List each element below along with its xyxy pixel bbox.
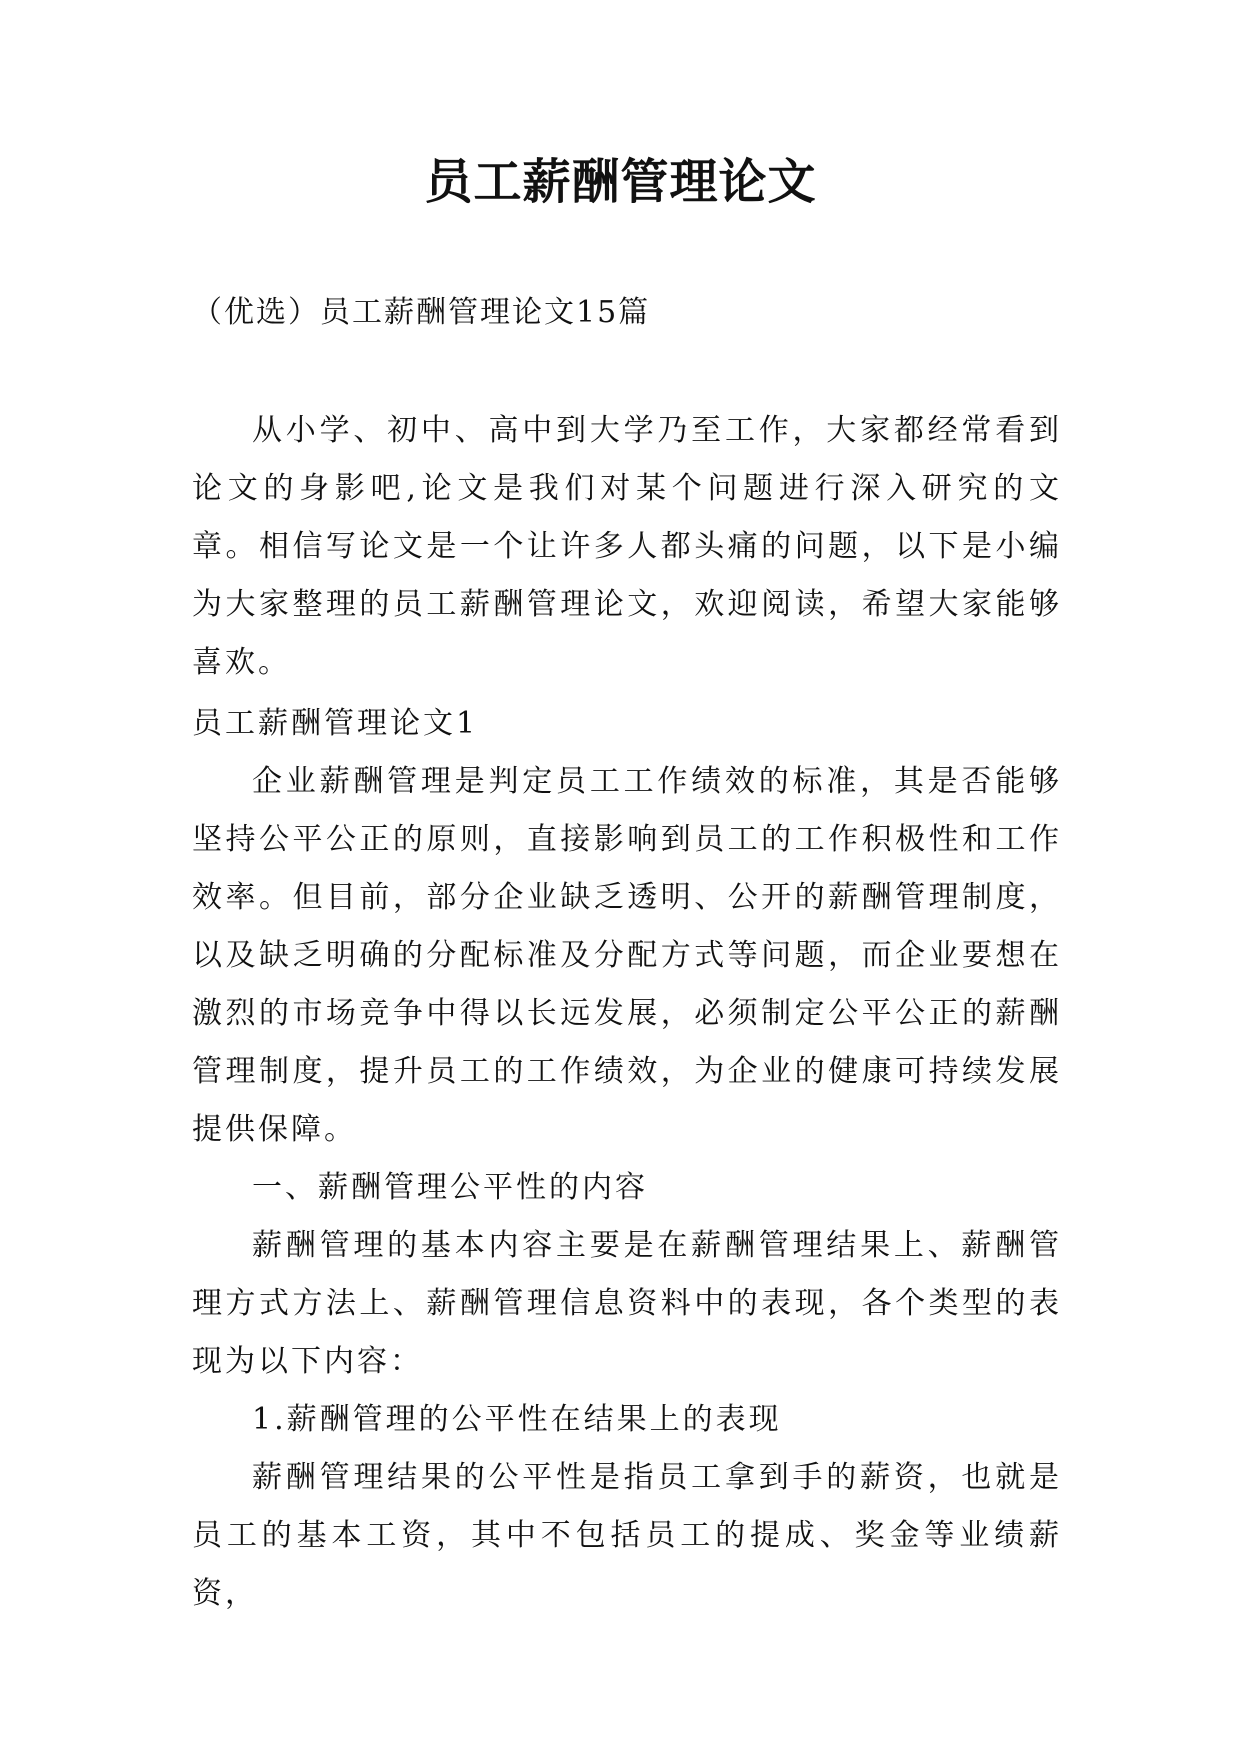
section-1	[192, 695, 1062, 1623]
subsection-heading: 1.薪酬管理的公平性在结果上的表现	[252, 1402, 782, 1437]
subsection-heading: 一、薪酬管理公平性的内容	[252, 1170, 648, 1205]
document-subtitle: （优选）员工薪酬管理论文15篇	[192, 295, 651, 330]
document-title: 员工薪酬管理论文	[424, 154, 817, 210]
intro-block	[192, 402, 1062, 692]
body-paragraph: 薪酬管理结果的公平性是指员工拿到手的薪资，也就是员工的基本工资，其中不包括员工的提成、奖金等业绩薪资，	[192, 1460, 1062, 1611]
section-heading: 员工薪酬管理论文1	[192, 706, 479, 741]
body-paragraph: 薪酬管理的基本内容主要是在薪酬管理结果上、薪酬管理方式方法上、薪酬管理信息资料中的表现，各个类型的表现为以下内容：	[192, 1228, 1062, 1379]
body-paragraph: 企业薪酬管理是判定员工工作绩效的标准，其是否能够坚持公平公正的原则，直接影响到员工的工作积极性和工作效率。但目前，部分企业缺乏透明、公开的薪酬管理制度，以及缺乏明确的分配标准及分配方式等问题，而企业要想在激烈的市场竞争中得以长远发展，必须制定公平公正的薪酬管理制度，提升员工的工作绩效，为企业的健康可持续发展提供保障。	[192, 764, 1062, 1147]
intro-paragraph: 从小学、初中、高中到大学乃至工作，大家都经常看到论文的身影吧,论文是我们对某个问题进行深入研究的文章。相信写论文是一个让许多人都头痛的问题，以下是小编为大家整理的员工薪酬管理论文，欢迎阅读，希望大家能够喜欢。	[192, 413, 1062, 680]
